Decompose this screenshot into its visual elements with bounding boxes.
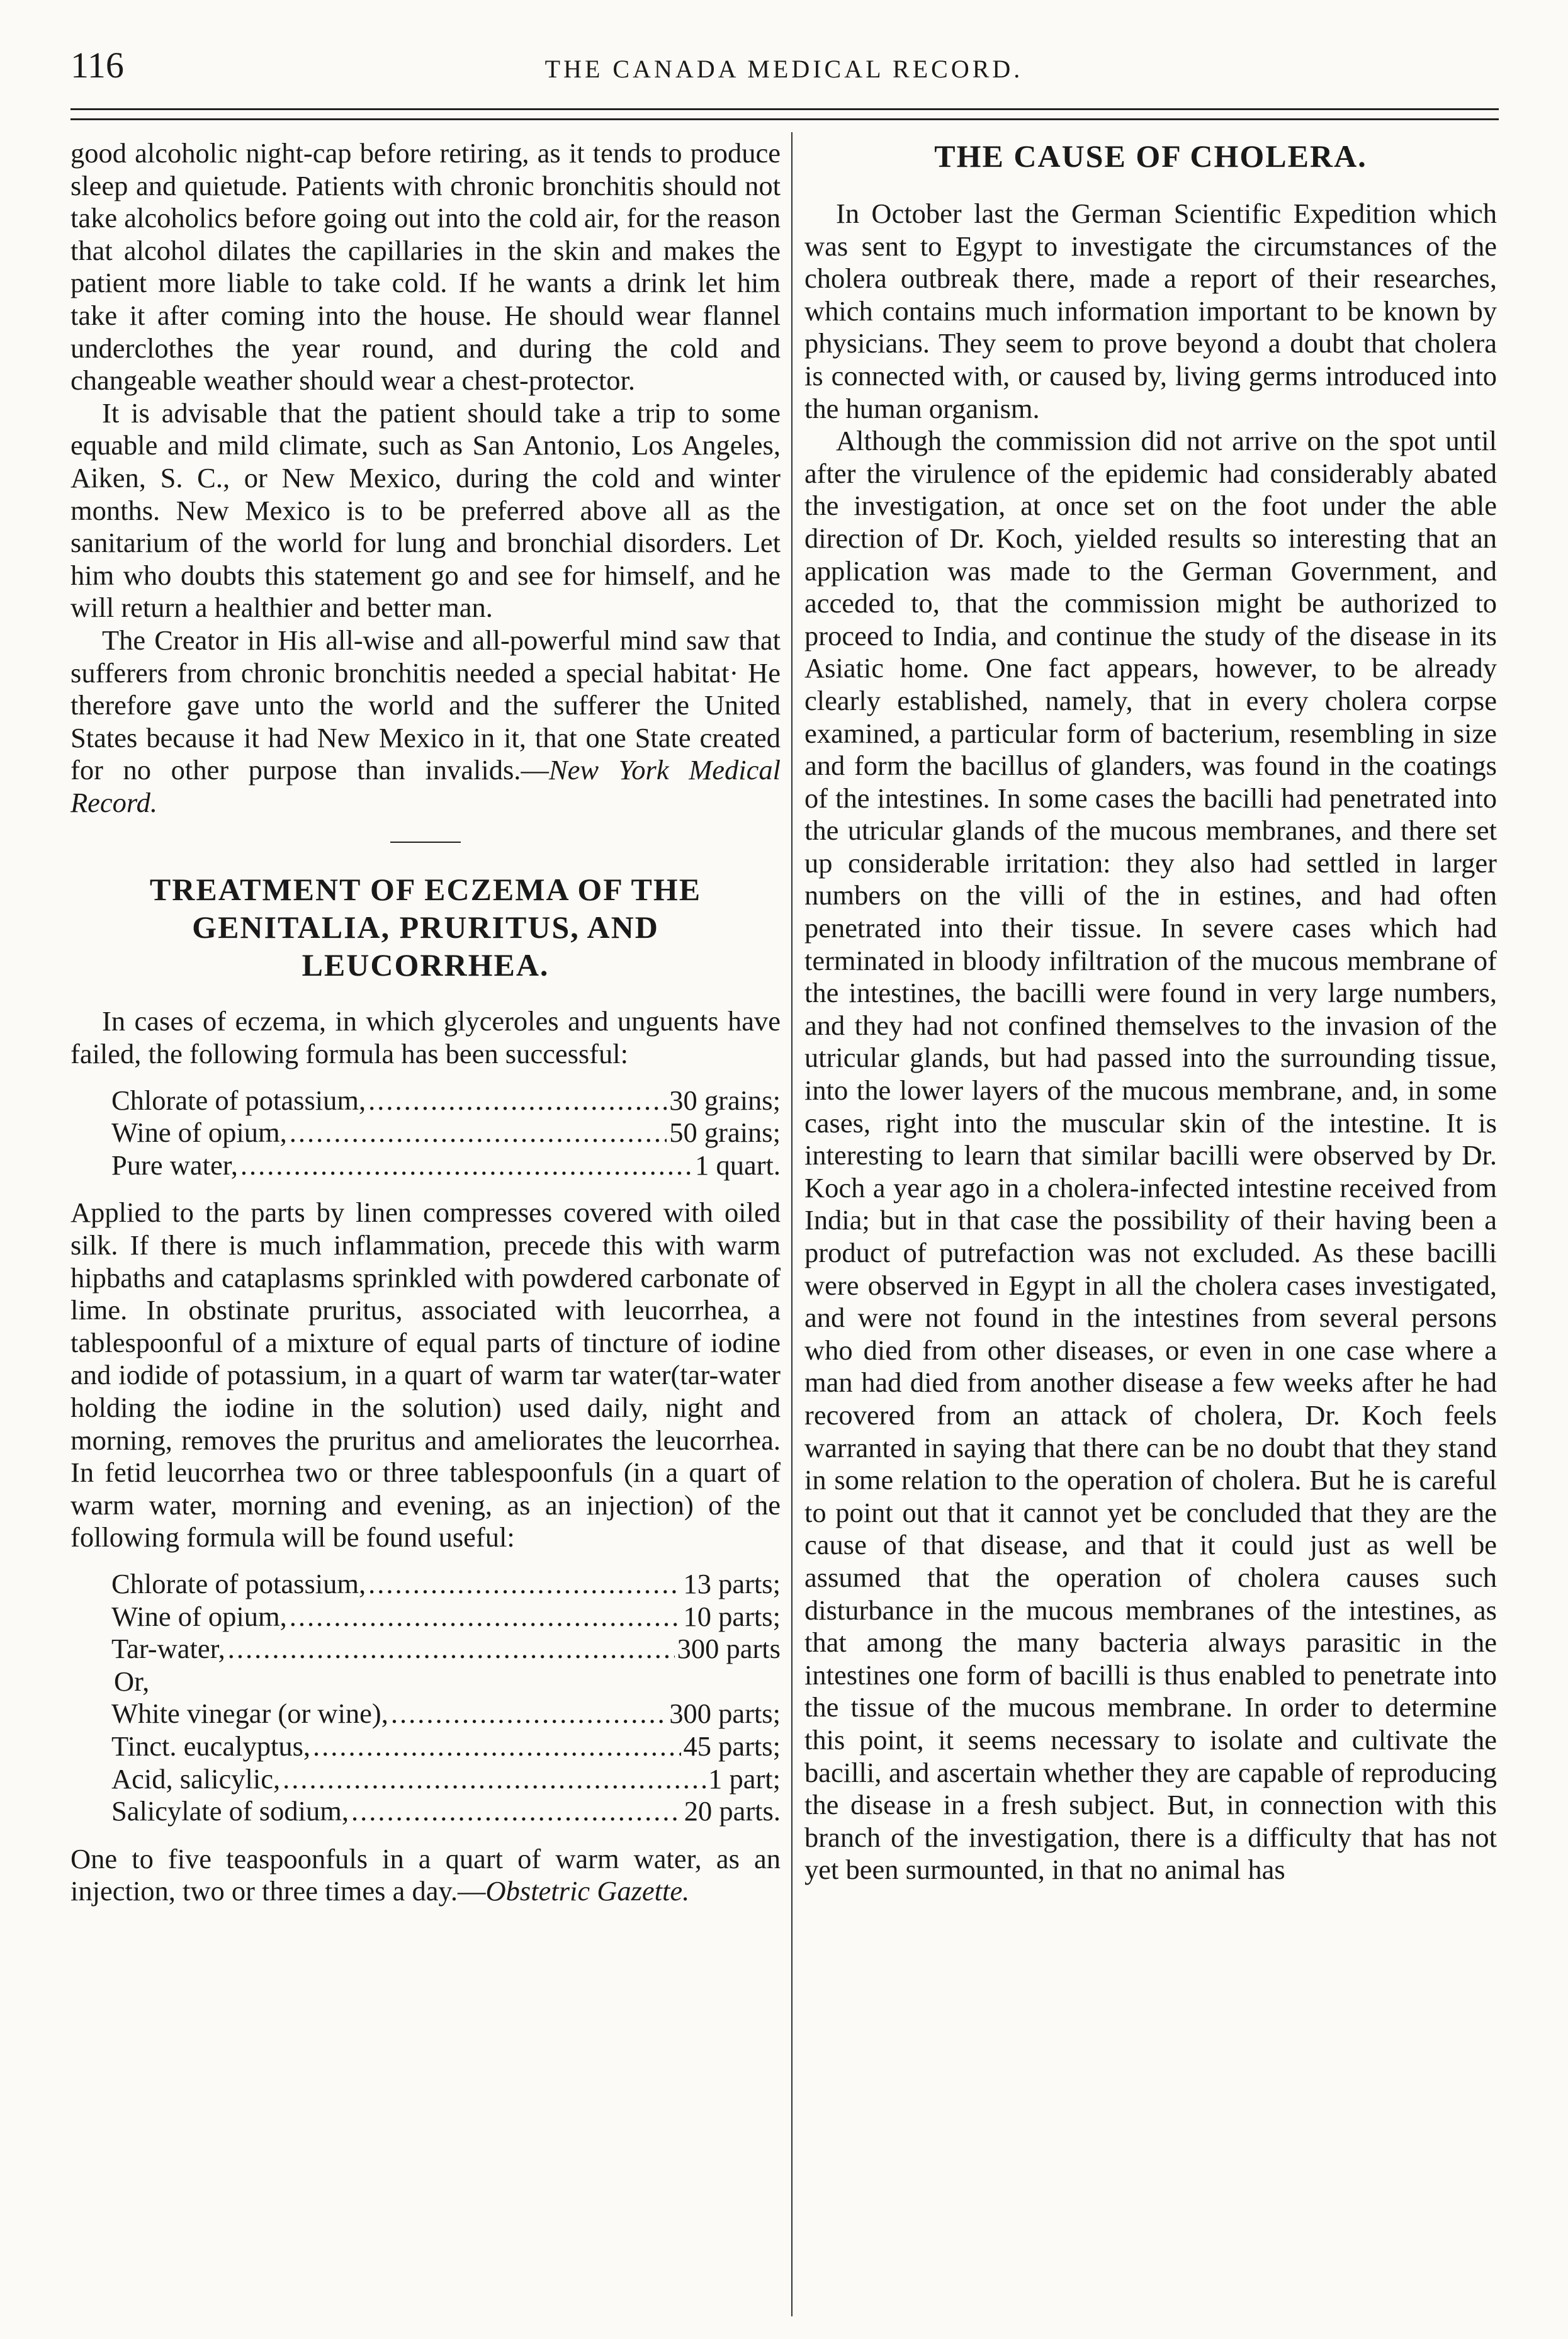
formula-row: [111, 1763, 781, 1796]
formula-row: [111, 1117, 781, 1149]
right-column: [804, 137, 1497, 1886]
source-citation: Obstetric Gazette.: [485, 1875, 690, 1907]
article-separator: [390, 842, 461, 843]
paragraph-dosage: [71, 1843, 781, 1908]
formula-row: [111, 1149, 781, 1182]
ingredient-name: Pure water,: [111, 1149, 238, 1181]
ingredient-quantity: 1 part;: [708, 1762, 781, 1795]
ingredient-quantity: 300 parts: [677, 1633, 781, 1665]
formula-1: [111, 1085, 781, 1182]
formula-2: [111, 1568, 781, 1828]
formula-row: [111, 1698, 781, 1730]
formula-or: [111, 1665, 781, 1698]
paragraph-cholera-body: Although the commission did not arrive on the spot until after the virulence of the epidemic had considerably abated the investigation, at once set on the foot under the able direction of Dr. Koch, yielded results so interesting that an application was made to the German Government, and acceded to, that the commission might be authorized to proceed to India, and continue the study of the disease in its Asiatic home. One fact appears, however, to be already clearly established, namely, that in every cholera corpse examined, a particular form of bacterium, resembling in size and form the bacillus of glanders, was found in the coatings of the intestines. In some cases the bacilli had penetrated into the utricular glands of the mucous membranes, and there set up considerable irritation: they also had settled in larger numbers on the villi of the in estines, and had often penetrated into their tissue. In severe cases which had terminated in bloody infiltration of the mucous membrane of the intestines, the bacilli were found in very large numbers, and they had not confined themselves to the invasion of the utricular glands, but had passed into the surrounding tissue, into the lower layers of the mucous membrane, and, in some cases, right into the muscular skin of the intestine. It is interesting to learn that similar bacilli were observed by Dr. Koch a year ago in a cholera-infected intestine received from India; but in that case the possibility of their having been a product of putrefaction was not excluded. As these bacilli were observed in Egypt in all the cholera cases investigated, and were not found in the intestines from several persons who died from other diseases, or even in one case where a man had died from another disease a few weeks after he had recovered from an attack of cholera, Dr. Koch feels warranted in saying that there can be no doubt that they stand in some relation to the operation of cholera. But he is careful to point out that it cannot yet be concluded that they are the cause of that disease, and that it could just as well be assumed that the operation of cholera causes such disturbance in the mucous membranes of the intestines, as that among the many bacteria always parasitic in the intestines one form of bacilli is thus enabled to penetrate into the tissue of the mucous membrane. In order to determine this point, it seems necessary to isolate and cultivate the bacilli, and ascertain whether they are capable of reproducing the disease in a fresh subject. But, in connection with this branch of the investigation, there is a difficulty that has not yet been surmounted, in that no animal has: [804, 425, 1497, 1886]
column-divider: [791, 132, 792, 2316]
paragraph-dosage-text: One to five teaspoonfuls in a quart of warm water, as an injection, two or three times a day.—: [71, 1842, 781, 1907]
left-column: [71, 137, 781, 1908]
ingredient-name: Chlorate of potassium,: [111, 1084, 366, 1116]
ingredient-quantity: 10 parts;: [683, 1600, 781, 1632]
running-title: THE CANADA MEDICAL RECORD.: [544, 55, 1024, 83]
ingredient-name: White vinegar (or wine),: [111, 1698, 388, 1730]
article-title-eczema: TREATMENT OF ECZEMA OF THE GENITALIA, PRURITUS, AND LEUCORRHEA.: [149, 872, 702, 983]
ingredient-name: Tar-water,: [111, 1633, 225, 1665]
paragraph-eczema-intro: In cases of eczema, in which glyceroles and unguents have failed, the following formula has been successful:: [71, 1005, 781, 1070]
leader-dots: [368, 1568, 680, 1601]
header-rule-bottom: [71, 118, 1499, 120]
ingredient-quantity: 13 parts;: [683, 1567, 781, 1599]
ingredient-quantity: 1 quart.: [695, 1149, 781, 1181]
leader-dots: [368, 1085, 667, 1117]
page-number: 116: [71, 45, 124, 86]
ingredient-name: Acid, salicylic,: [111, 1762, 281, 1795]
paragraph-climate: It is advisable that the patient should take a trip to some equable and mild climate, such as San Antonio, Los Angeles, Aiken, S. C., or New Mexico, during the cold and winter months. New Mexico is to be preferred above all as the sanitarium of the world for lung and bronchial disorders. Let him who doubts this statement go and see for himself, and he will return a healthier and better man.: [71, 397, 781, 624]
leader-dots: [290, 1117, 667, 1149]
leader-dots: [313, 1730, 680, 1763]
ingredient-name: Wine of opium,: [111, 1600, 287, 1632]
ingredient-quantity: 300 parts;: [669, 1698, 781, 1730]
formula-row: [111, 1085, 781, 1117]
formula-row: [111, 1633, 781, 1665]
ingredient-name: Wine of opium,: [111, 1117, 287, 1149]
ingredient-name: Tinct. eucalyptus,: [111, 1730, 311, 1762]
ingredient-name: Salicylate of sodium,: [111, 1795, 349, 1827]
ingredient-quantity: 45 parts;: [683, 1730, 781, 1762]
leader-dots: [283, 1763, 706, 1796]
paragraph-creator: [71, 624, 781, 820]
formula-row: [111, 1568, 781, 1601]
leader-dots: [290, 1601, 681, 1633]
paragraph-application: Applied to the parts by linen compresses covered with oiled silk. If there is much inflammation, precede this with warm hipbaths and cataplasms sprinkled with powdered carbonate of lime. In obstinate pruritus, associated with leucorrhea, a tablespoonful of a mixture of equal parts of tincture of iodine and iodide of potassium, in a quart of warm tar water(tar-water holding the iodine in the solution) used daily, night and morning, removes the pruritus and ameliorates the leucorrhea. In fetid leucorrhea two or three tablespoonfuls (in a quart of warm water, morning and evening, as an injection) of the following formula will be found useful:: [71, 1197, 781, 1553]
formula-row: [111, 1730, 781, 1763]
ingredient-quantity: 20 parts.: [684, 1795, 781, 1827]
formula-alternative-label: Or,: [114, 1665, 150, 1697]
ingredient-quantity: 30 grains;: [669, 1084, 781, 1116]
ingredient-name: Chlorate of potassium,: [111, 1567, 366, 1599]
leader-dots: [351, 1795, 682, 1828]
source-citation: New York Medical Record.: [71, 754, 781, 818]
ingredient-quantity: 50 grains;: [669, 1117, 781, 1149]
formula-row: [111, 1795, 781, 1828]
leader-dots: [228, 1633, 675, 1665]
formula-row: [111, 1601, 781, 1633]
header-rule-top: [71, 108, 1499, 110]
leader-dots: [240, 1149, 692, 1182]
leader-dots: [391, 1698, 667, 1730]
paragraph-continued: good alcoholic night-cap before retiring, as it tends to produce sleep and quietude. Patients with chronic bronchitis should not take alcoholics before going out into the cold air, for the reason that alcohol dilates the capillaries in the skin and makes the patient more liable to take cold. If he wants a drink let him take it after coming into the house. He should wear flannel underclothes the year round, and during the cold and changeable weather should wear a chest-protector.: [71, 137, 781, 397]
paragraph-cholera-intro: In October last the German Scientific Expedition which was sent to Egypt to investigate the circumstances of the cholera outbreak there, made a report of their researches, which contains much information important to be known by physicians. They seem to prove beyond a doubt that cholera is connected with, or caused by, living germs introduced into the human organism.: [804, 198, 1497, 424]
paragraph-creator-text: The Creator in His all-wise and all-powerful mind saw that sufferers from chronic bronchitis needed a special habitat· He therefore gave unto the world and the sufferer the United States because it had New Mexico in it, that one State created for no other purpose than invalids.—: [71, 624, 781, 786]
article-title-cholera: THE CAUSE OF CHOLERA.: [934, 138, 1367, 174]
